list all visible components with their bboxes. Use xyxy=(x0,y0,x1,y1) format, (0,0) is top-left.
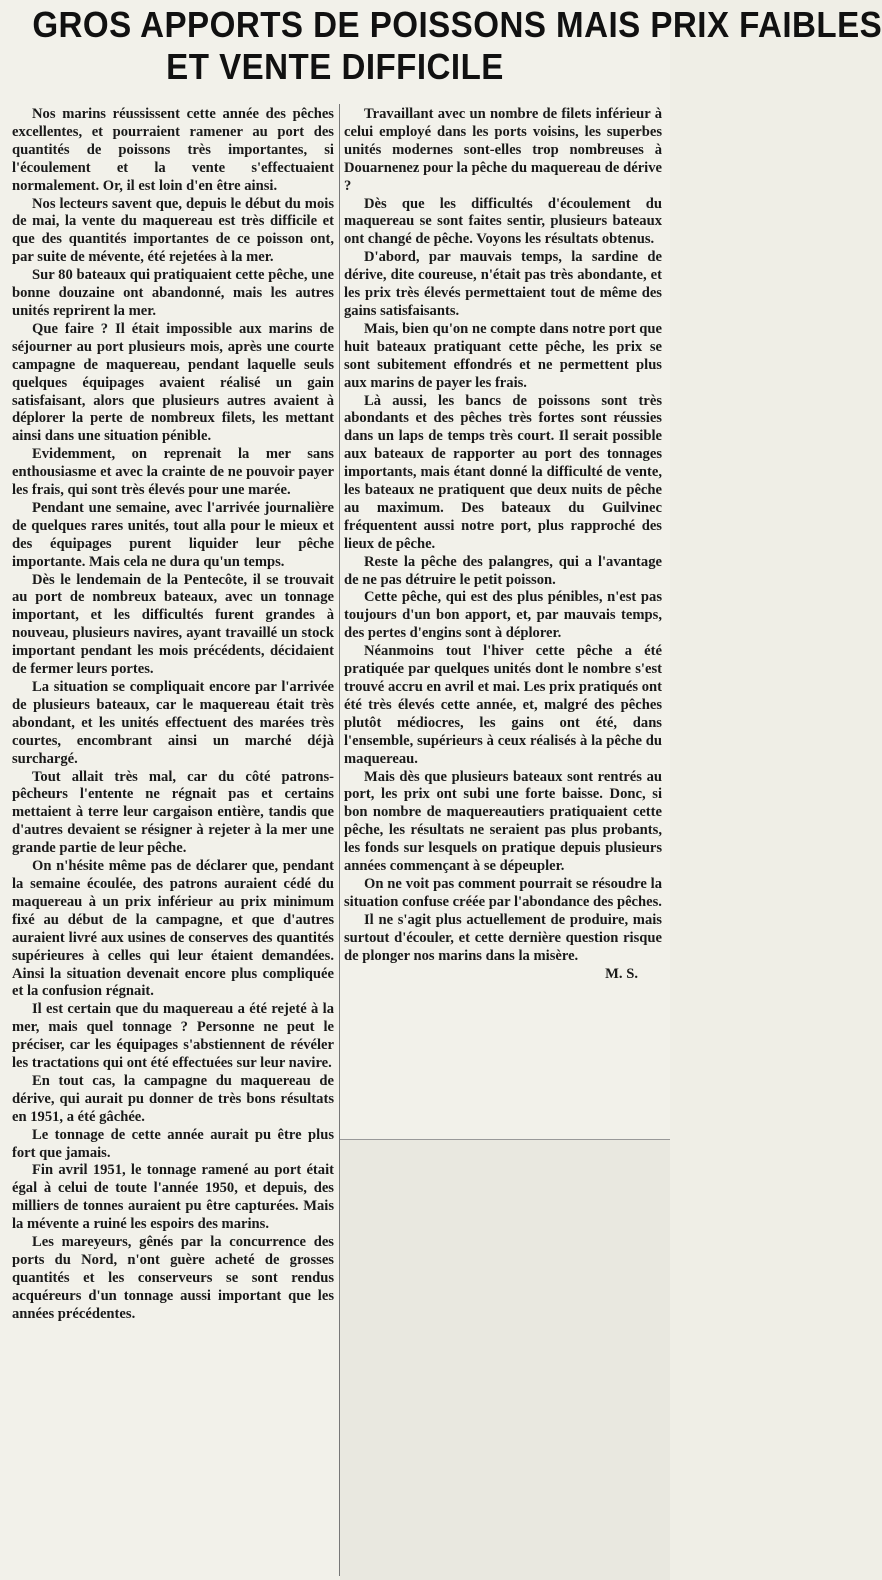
paragraph: Reste la pêche des palangres, qui a l'avantage de ne pas détruire le petit poisson. xyxy=(344,553,662,588)
paragraph: Cette pêche, qui est des plus pénibles, n'est pas toujours d'un bon apport, et, par mauvais temps, des pertes d'engins sont à déplorer. xyxy=(344,589,662,642)
paragraph: Pendant une semaine, avec l'arrivée journalière de quelques rares unités, tout alla pour le mieux et des équipages purent liquider leur pêche importante. Mais cela ne dura qu'un temps. xyxy=(12,499,334,570)
paragraph: Il ne s'agit plus actuellement de produire, mais surtout d'écouler, et cette dernière question risque de plonger nos marins dans la misère. xyxy=(344,911,662,964)
paragraph: Nos lecteurs savent que, depuis le début du mois de mai, la vente du maquereau est très difficile et que des quantités importantes de ce poisson ont, par suite de mévente, été rejetées à la mer. xyxy=(12,195,334,266)
article-headline xyxy=(32,4,882,88)
paragraph: Néanmoins tout l'hiver cette pêche a été pratiquée par quelques unités dont le nombre s'est trouvé accru en avril et mai. Les prix pratiqués ont été très élevés cette année, et, malgré des pêches plutôt médiocres, les gains ont été, dans l'ensemble, supérieurs à ceux réalisés à la pêche du maquereau. xyxy=(344,643,662,767)
paragraph: La situation se compliquait encore par l'arrivée de plusieurs bateaux, car le maquereau était très abondant, et les unités effectuent des marées très courtes, encombrant ainsi un marché déjà surchargé. xyxy=(12,679,334,767)
paragraph: Le tonnage de cette année aurait pu être plus fort que jamais. xyxy=(12,1126,334,1161)
paragraph: Là aussi, les bancs de poissons sont très abondants et des pêches très fortes sont réussies dans un laps de temps très court. Il serait possible aux bateaux de rapporter au port des tonnages importants, mais étant donné la difficulté de vente, les bateaux ne pratiquent que deux nuits de pêche au maximum. Des bateaux du Guilvinec fréquentent aussi notre port, plus rapproché des lieux de pêche. xyxy=(344,392,662,552)
paragraph: Tout allait très mal, car du côté patrons-pêcheurs l'entente ne régnait pas et certains mettaient à terre leur cargaison entière, tandis que d'autres devaient se résigner à rejeter à la mer une grande partie de leur pêche. xyxy=(12,768,334,857)
headline-line-2: ET VENTE DIFFICILE xyxy=(166,46,504,87)
paragraph: D'abord, par mauvais temps, la sardine de dérive, dite coureuse, n'était pas très abondante, et les prix très élevés permettaient tout de même des gains satisfaisants. xyxy=(344,249,662,319)
headline-line-1: GROS APPORTS DE POISSONS MAIS PRIX FAIBLES xyxy=(32,4,882,45)
paragraph: Il est certain que du maquereau a été rejeté à la mer, mais quel tonnage ? Personne ne peut le préciser, car les équipages s'abstiennent de révéler les tractations qui ont été effectuées sur leur navire. xyxy=(12,1001,334,1072)
author-signature: M. S. xyxy=(605,965,638,982)
paragraph: Fin avril 1951, le tonnage ramené au port était égal à celui de toute l'année 1950, et depuis, des milliers de tonnes auraient pu être capturées. Mais la mévente a ruiné les espoirs des marins. xyxy=(12,1162,334,1233)
paragraph: Mais dès que plusieurs bateaux sont rentrés au port, les prix ont subi une forte baisse. Donc, si bon nombre de maquereautiers pratiquaient cette pêche, les résultats ne seraient pas plus probants, les fonds sur lesquels on pratique depuis plusieurs années commençant à se dépeupler. xyxy=(344,768,662,875)
paragraph: On n'hésite même pas de déclarer que, pendant la semaine écoulée, des patrons auraient cédé du maquereau à un prix inférieur au prix minimum fixé au début de la campagne, et que d'autres auraient livré aux usines de conserves des quantités supérieures à celles qui leur étaient demandées. Ainsi la situation devenait encore plus compliquée et la confusion régnait. xyxy=(12,858,334,1000)
paragraph: On ne voit pas comment pourrait se résoudre la situation confuse créée par l'abondance des pêches. xyxy=(344,875,662,910)
paragraph: Les mareyeurs, gênés par la concurrence des ports du Nord, n'ont guère acheté de grosses quantités et les conserveurs se sont rendus acquéreurs d'un tonnage aussi important que les années précédentes. xyxy=(12,1234,334,1322)
paragraph: Travaillant avec un nombre de filets inférieur à celui employé dans les ports voisins, les superbes unités modernes sont-elles trop nombreuses à Douarnenez pour la pêche du maquereau de dérive ? xyxy=(344,106,662,194)
paragraph: Dès le lendemain de la Pentecôte, il se trouvait au port de nombreux bateaux, avec un tonnage important, et les difficultés furent grandes à nouveau, plusieurs navires, ayant travaillé un stock important pendant les mois précédents, décidaient de fermer leurs portes. xyxy=(12,571,334,678)
paragraph: Nos marins réussissent cette année des pêches excellentes, et pourraient ramener au port des quantités de poissons très importantes, si l'écoulement et la vente s'effectuaient normalement. Or, il est loin d'en être ainsi. xyxy=(12,106,334,194)
right-column xyxy=(344,106,662,983)
paragraph: En tout cas, la campagne du maquereau de dérive, qui aurait pu donner de très bons résultats en 1951, a été gâchée. xyxy=(12,1072,334,1125)
paragraph: Que faire ? Il était impossible aux marins de séjourner au port plusieurs mois, après une courte campagne de maquereau, pendant laquelle seuls quelques équipages avaient réalisé un gain satisfaisant, alors que plusieurs autres avaient à déplorer la perte de nombreux filets, les mettant ainsi dans une situation pénible. xyxy=(12,320,334,445)
paragraph: Mais, bien qu'on ne compte dans notre port que huit bateaux pratiquant cette pêche, les prix se sont subitement effondrés et ne permettent plus aux marins de payer les frais. xyxy=(344,320,662,391)
empty-area xyxy=(340,1140,670,1580)
paragraph: Dès que les difficultés d'écoulement du maquereau se sont faites sentir, plusieurs bateaux ont changé de pêche. Voyons les résultats obtenus. xyxy=(344,195,662,248)
paragraph: Sur 80 bateaux qui pratiquaient cette pêche, une bonne douzaine ont abandonné, mais les autres unités reprirent la mer. xyxy=(12,267,334,319)
paragraph: Evidemment, on reprenait la mer sans enthousiasme et avec la crainte de ne pouvoir payer les frais, qui sont très élevés pour une marée. xyxy=(12,446,334,499)
left-column xyxy=(12,106,334,1324)
